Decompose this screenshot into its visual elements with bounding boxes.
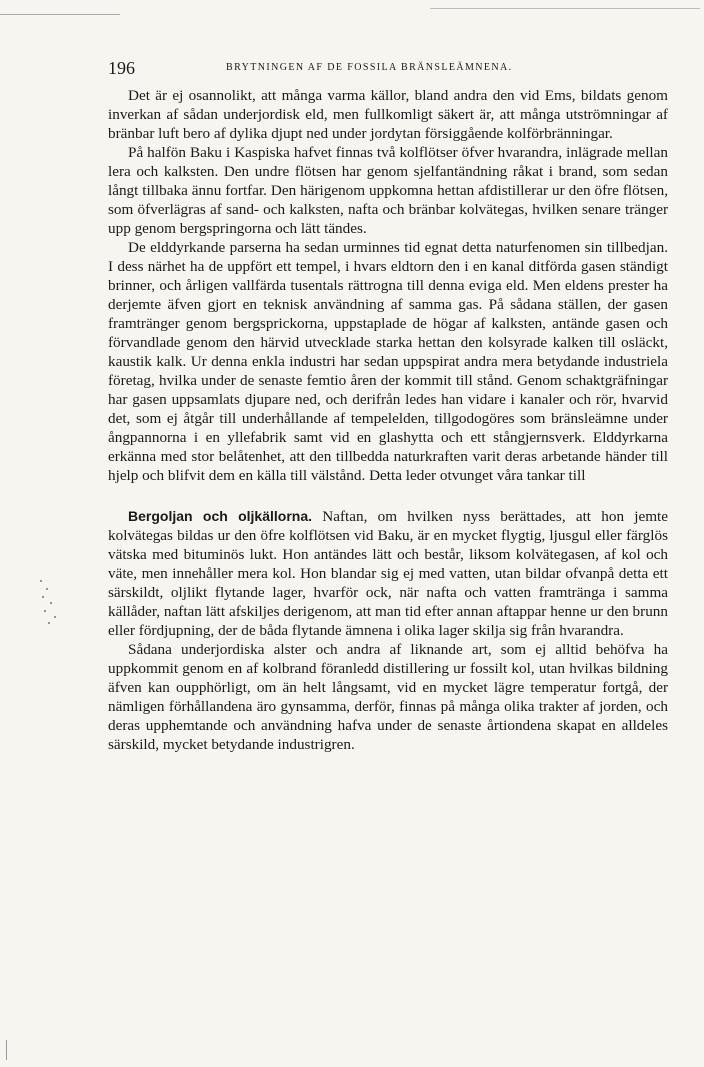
section-gap [108, 485, 668, 507]
paragraph-industry: Sådana underjordiska alster och andra af liknande art, som ej alltid behöfva ha uppkommit genom en af kolbrand föranledd distillering ur fossilt kol, utan hvilkas bildning äfven kan oupphörligt, om än helt långsamt, vid en mycket lägre temperatur fortgå, der nämligen förhållandena äro gynsamma, derför, finnas på många olika trakter af jorden, och deras upphemtande och användning hafva under de senaste årtiondena skapat en alldeles särskild, mycket betydande industrigren. [108, 641, 668, 753]
page-number: 196 [108, 58, 135, 78]
running-head [108, 58, 668, 86]
margin-line [6, 1040, 7, 1060]
paragraph-ems: Det är ej osannolikt, att många varma källor, bland andra den vid Ems, bildats genom inverkan af sådan underjordisk eld, men fullkomligt säkert är, att många utströmningar af bränbar luft bero af dylika djupt ned under jordytan försiggående kolförbränningar. [108, 87, 668, 142]
margin-specks [38, 578, 62, 628]
paragraph-parsees: De elddyrkande parserna ha sedan urminnes tid egnat detta naturfenomen sin tillbedjan. I dess närhet ha de uppfört ett tempel, i hvars eldtorn den i en kanal ditförda gasen ständigt brinner, och årligen vallfärda tusentals rättrogna till denna eviga eld. Men eldens prester ha derjemte äfven gjort en teknisk användning af samma gas. På sådana ställen, der gasen framtränger genom bergsprickorna, uppstaplade de högar af kalksten, antände gasen och förvandlade genom den härvid utvecklade starka hettan den kolsyrade kalken till osläckt, kaustik kalk. Ur denna enkla industri har sedan uppspirat andra mera betydande industriela företag, hvilka under de senaste femtio åren der kommit till stånd. Genom schaktgräfningar har gasen uppsamlats djupare ned, och derifrån ledes han vidare i kanaler och rör, hvarvid det, som ej åtgår till underhållande af tempelelden, tillgodogöres som bränsleämne under ångpannorna i en yllefabrik samt vid en glashytta och ett stångjernsverk. Elddyrkarna erkänna med stor belåtenhet, att den tillbedda naturkraften varit deras arbetande händer till hjelp och blifvit dem en källa till välstånd. Detta leder otvunget våra tankar till [108, 239, 668, 484]
top-edge-rule [0, 14, 120, 15]
paragraph-baku: På halfön Baku i Kaspiska hafvet finnas två kolflötser öfver hvarandra, inlägrade mellan lera och kalksten. Den undre flötsen har genom sjelfantändning råkat i brand, som sedan långt tillbaka ännu fortfar. Den härigenom uppkomna hettan afdistillerar ur den öfre flötsen, som öfverlägras af sand- och kalksten, nafta och bränbar kolvätegas, hvilken senare tränger upp genom bergspringorna och lätt tändes. [108, 144, 668, 237]
page-body [108, 58, 668, 754]
paragraph-naphtha [108, 507, 668, 640]
section-heading: Bergoljan och oljkällorna. [128, 508, 313, 524]
running-title: BRYTNINGEN AF DE FOSSILA BRÄNSLEÄMNENA. [226, 62, 513, 73]
top-edge-rule-right [430, 8, 700, 9]
paragraph-naphtha-body: Naftan, om hvilken nyss berättades, att hon jemte kolvätegas bildas ur den öfre kolflötsen vid Baku, är en mycket flygtig, ljusgul eller färglös vätska med bituminös lukt. Hon antändes lätt och består, liksom kolvätegasen, af kol och väte, men innehåller mera kol. Hon blandar sig ej med vatten, utan bildar ofvanpå detta ett särskildt, oljlikt flytande lager, hvarför ock, när nafta och vatten framtränga i samma källåder, naftan lätt afskiljes derigenom, att man tid efter annan aftappar henne ur den brunn eller fördjupning, der de båda flytande ämnena i olika lager skilja sig från hvarandra. [108, 508, 668, 639]
